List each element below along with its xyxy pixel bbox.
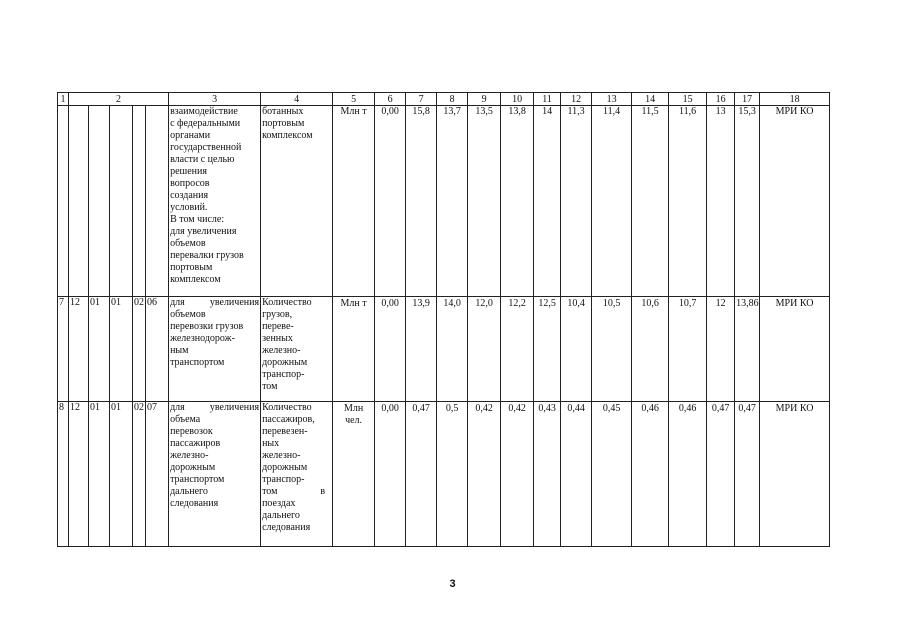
value-cell: 0,46 <box>632 402 669 547</box>
header-cell: 10 <box>501 93 534 106</box>
code-cell: 06 <box>146 297 169 402</box>
value-cell: 13,86 <box>735 297 760 402</box>
row-number: 7 <box>58 297 69 402</box>
table-row <box>58 402 830 547</box>
header-cell: 8 <box>437 93 468 106</box>
value-cell: 12,5 <box>534 297 561 402</box>
code-cell: 01 <box>110 297 133 402</box>
measure-first-line <box>170 297 259 309</box>
table-row <box>58 297 830 402</box>
responsible-cell: МРИ КО <box>760 106 830 297</box>
value-cell: 13 <box>707 106 735 297</box>
responsible-cell: МРИ КО <box>760 297 830 402</box>
measure-description <box>169 402 261 547</box>
code-cell: 07 <box>146 402 169 547</box>
code-cell <box>146 106 169 297</box>
header-cell: 18 <box>760 93 830 106</box>
value-cell: 14,0 <box>437 297 468 402</box>
value-cell: 13,5 <box>468 106 501 297</box>
value-cell: 0,00 <box>375 297 406 402</box>
code-cell: 02 <box>133 297 146 402</box>
value-cell: 15,3 <box>735 106 760 297</box>
value-cell: 15,8 <box>406 106 437 297</box>
table-row <box>58 106 830 297</box>
header-cell: 1 <box>58 93 69 106</box>
header-cell: 5 <box>333 93 375 106</box>
header-cell: 3 <box>169 93 261 106</box>
value-cell: 0,47 <box>707 402 735 547</box>
data-table <box>57 92 830 547</box>
header-row <box>58 93 830 106</box>
header-cell: 9 <box>468 93 501 106</box>
header-cell: 4 <box>261 93 333 106</box>
code-cell <box>133 106 146 297</box>
measure-description <box>169 297 261 402</box>
measure-word: увеличения <box>209 402 260 413</box>
value-cell: 12,2 <box>501 297 534 402</box>
value-cell: 12,0 <box>468 297 501 402</box>
code-cell: 01 <box>89 297 110 402</box>
measure-word: увеличения <box>209 297 260 308</box>
measure-rest: объемов перевозки грузов железнодорож- ным транспортом <box>170 309 244 368</box>
page-number: 3 <box>449 578 456 590</box>
value-cell: 11,3 <box>561 106 592 297</box>
value-cell: 0,43 <box>534 402 561 547</box>
value-cell: 10,4 <box>561 297 592 402</box>
measure-rest: объема перевозок пассажиров железно- дорожным транспортом дальнего следования <box>170 414 225 509</box>
header-cell: 6 <box>375 93 406 106</box>
value-cell: 13,9 <box>406 297 437 402</box>
unit-cell: Млн т <box>333 297 375 402</box>
code-cell: 12 <box>69 402 89 547</box>
header-cell: 14 <box>632 93 669 106</box>
responsible-cell: МРИ КО <box>760 402 830 547</box>
header-cell: 13 <box>592 93 632 106</box>
value-cell: 0,44 <box>561 402 592 547</box>
header-cell: 16 <box>707 93 735 106</box>
measure-description: взаимодействие с федеральными органами государственной власти с целью решения вопросов создания условий. В том числе: для увеличения объемов перевалки грузов портовым комплексом <box>169 106 261 297</box>
header-cell: 15 <box>669 93 707 106</box>
indicator-name: Количество грузов, переве- зенных железно- дорожным транспор- том <box>261 297 333 402</box>
value-cell: 12 <box>707 297 735 402</box>
indicator-word: в <box>320 486 326 497</box>
value-cell: 0,5 <box>437 402 468 547</box>
code-cell: 01 <box>89 402 110 547</box>
value-cell: 0,47 <box>406 402 437 547</box>
unit-cell: Млн т <box>333 106 375 297</box>
row-number <box>58 106 69 297</box>
value-cell: 0,00 <box>375 106 406 297</box>
value-cell: 10,7 <box>669 297 707 402</box>
value-cell: 0,42 <box>501 402 534 547</box>
unit-cell: Млн чел. <box>333 402 375 547</box>
header-cell: 12 <box>561 93 592 106</box>
value-cell: 13,8 <box>501 106 534 297</box>
measure-word: для <box>170 402 185 413</box>
value-cell: 14 <box>534 106 561 297</box>
value-cell: 0,42 <box>468 402 501 547</box>
indicator-word: том <box>262 486 278 497</box>
value-cell: 10,6 <box>632 297 669 402</box>
header-cell: 7 <box>406 93 437 106</box>
value-cell: 11,4 <box>592 106 632 297</box>
value-cell: 11,6 <box>669 106 707 297</box>
code-cell: 12 <box>69 297 89 402</box>
value-cell: 0,45 <box>592 402 632 547</box>
code-cell: 02 <box>133 402 146 547</box>
measure-first-line <box>170 402 259 414</box>
measure-word: для <box>170 297 185 308</box>
indicator-name: ботанных портовым комплексом <box>261 106 333 297</box>
indicator-bottom: поездах дальнего следования <box>262 498 311 533</box>
value-cell: 0,00 <box>375 402 406 547</box>
code-cell <box>110 106 133 297</box>
row-number: 8 <box>58 402 69 547</box>
indicator-mid-line <box>262 486 331 498</box>
code-cell: 01 <box>110 402 133 547</box>
value-cell: 0,47 <box>735 402 760 547</box>
code-cell <box>89 106 110 297</box>
header-cell: 2 <box>69 93 169 106</box>
code-cell <box>69 106 89 297</box>
header-cell: 11 <box>534 93 561 106</box>
value-cell: 13,7 <box>437 106 468 297</box>
value-cell: 10,5 <box>592 297 632 402</box>
value-cell: 11,5 <box>632 106 669 297</box>
header-cell: 17 <box>735 93 760 106</box>
indicator-name <box>261 402 333 547</box>
value-cell: 0,46 <box>669 402 707 547</box>
indicator-top: Количество пассажиров, перевезен- ных железно- дорожным транспор- <box>262 402 315 485</box>
